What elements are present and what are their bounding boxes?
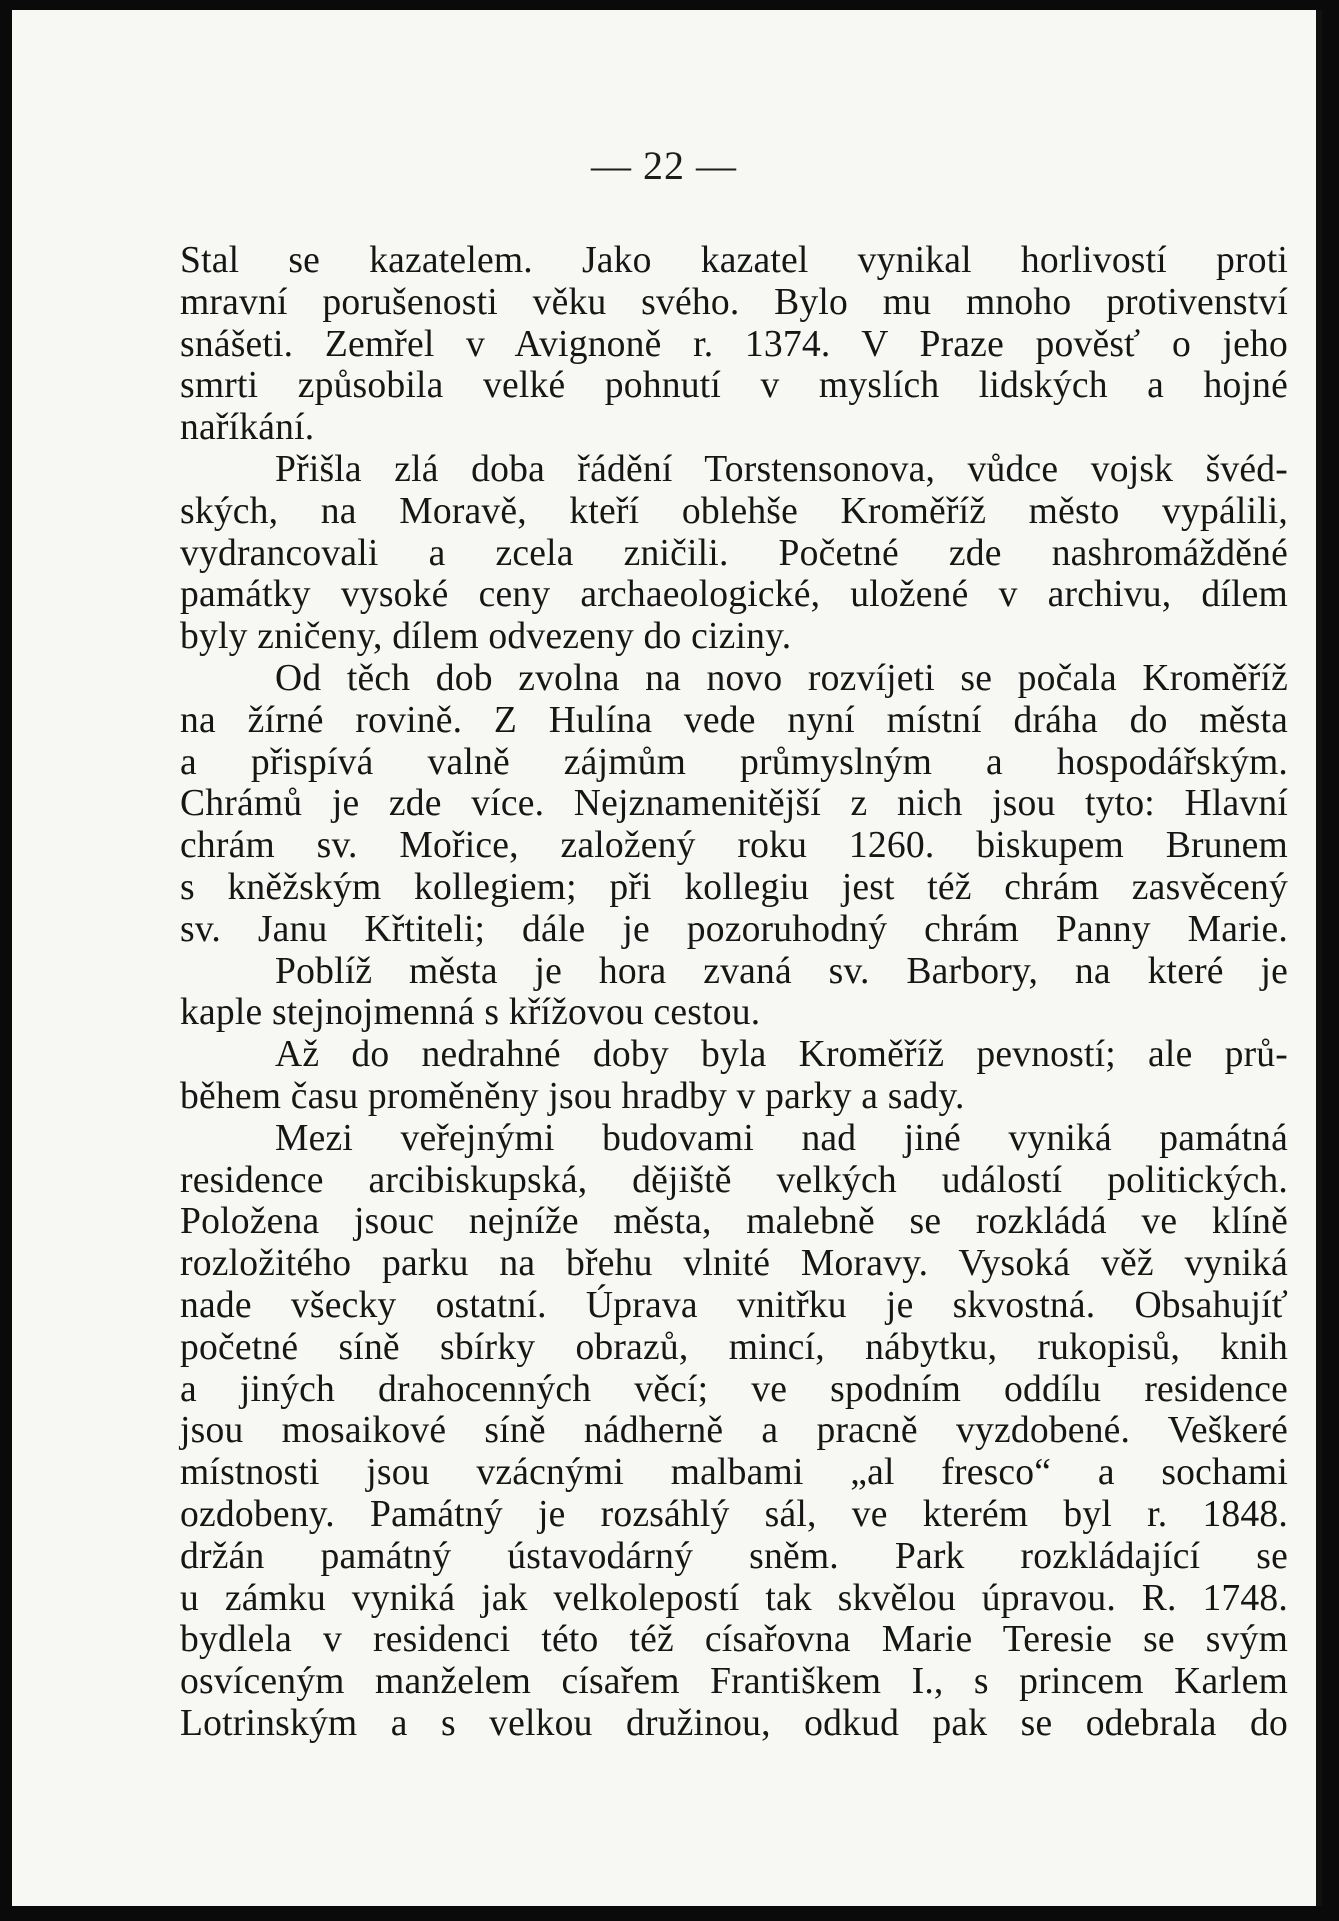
text-line: Položena jsouc nejníže města, malebně se rozkládá ve klíně [180, 1201, 1288, 1243]
text-line: početné síně sbírky obrazů, mincí, nábytku, rukopisů, knih [180, 1326, 1288, 1368]
text-line: Stal se kazatelem. Jako kazatel vynikal horlivostí proti [180, 240, 1288, 281]
text-line: Přišla zlá doba řádění Torstensonova, vůdce vojsk švéd- [275, 448, 1288, 490]
text-line: Poblíž města je hora zvaná sv. Barbory, na které je [275, 950, 1288, 992]
text-line: byly zničeny, dílem odvezeny do ciziny. [180, 616, 792, 658]
text-line: u zámku vyniká jak velkolepostí tak skvělou úpravou. R. 1748. [180, 1577, 1288, 1619]
text-line: residence arcibiskupská, dějiště velkých událostí politických. [180, 1159, 1288, 1201]
text-line: nade všecky ostatní. Úprava vnitřku je skvostná. Obsahujíť [180, 1284, 1288, 1326]
body-text [180, 240, 1288, 1745]
text-line: snášeti. Zemřel v Avignoně r. 1374. V Praze pověsť o jeho [180, 323, 1288, 365]
text-line: smrti způsobila velké pohnutí v myslích lidských a hojné [180, 365, 1288, 407]
text-line: kaple stejnojmenná s křížovou cestou. [180, 992, 761, 1034]
text-line: vydrancovali a zcela zničili. Početné zde nashromážděné [180, 532, 1288, 574]
text-line: Od těch dob zvolna na novo rozvíjeti se počala Kroměříž [275, 657, 1288, 699]
text-line: bydlela v residenci této též císařovna Marie Teresie se svým [180, 1619, 1288, 1661]
text-line: Až do nedrahné doby byla Kroměříž pevností; ale prů- [275, 1034, 1288, 1076]
text-line: místnosti jsou vzácnými malbami „al fresco“ a sochami [180, 1452, 1288, 1494]
text-line: památky vysoké ceny archaeologické, uložené v archivu, dílem [180, 574, 1288, 616]
text-line: Lotrinským a s velkou družinou, odkud pak se odebrala do [180, 1702, 1288, 1744]
text-line: Mezi veřejnými budovami nad jiné vyniká památná [275, 1117, 1288, 1159]
text-line: a jiných drahocenných věcí; ve spodním oddílu residence [180, 1368, 1288, 1410]
text-line: na žírné rovině. Z Hulína vede nyní místní dráha do města [180, 699, 1288, 741]
text-line: mravní porušenosti věku svého. Bylo mu mnoho protivenství [180, 281, 1288, 323]
text-line: osvíceným manželem císařem Františkem I., s princem Karlem [180, 1661, 1288, 1703]
text-line: ských, na Moravě, kteří oblehše Kroměříž město vypálili, [180, 490, 1288, 532]
text-line: Chrámů je zde více. Nejznamenitější z nich jsou tyto: Hlavní [180, 783, 1288, 825]
book-page [12, 10, 1322, 1906]
text-line: jsou mosaikové síně nádherně a pracně vyzdobené. Veškeré [180, 1410, 1288, 1452]
text-line: a přispívá valně zájmům průmyslným a hospodářským. [180, 741, 1288, 783]
text-line: naříkání. [180, 407, 315, 449]
text-line: s kněžským kollegiem; při kollegiu jest též chrám zasvěcený [180, 866, 1288, 908]
text-line: ozdobeny. Památný je rozsáhlý sál, ve kterém byl r. 1848. [180, 1493, 1288, 1535]
text-line: sv. Janu Křtiteli; dále je pozoruhodný chrám Panny Marie. [180, 908, 1288, 950]
page-number: — 22 — [591, 143, 737, 188]
text-line: držán památný ústavodárný sněm. Park rozkládající se [180, 1535, 1288, 1577]
text-line: chrám sv. Mořice, založený roku 1260. biskupem Brunem [180, 825, 1288, 867]
text-line: během času proměněny jsou hradby v parky a sady. [180, 1075, 965, 1117]
text-line: rozložitého parku na břehu vlnité Moravy. Vysoká věž vyniká [180, 1243, 1288, 1285]
